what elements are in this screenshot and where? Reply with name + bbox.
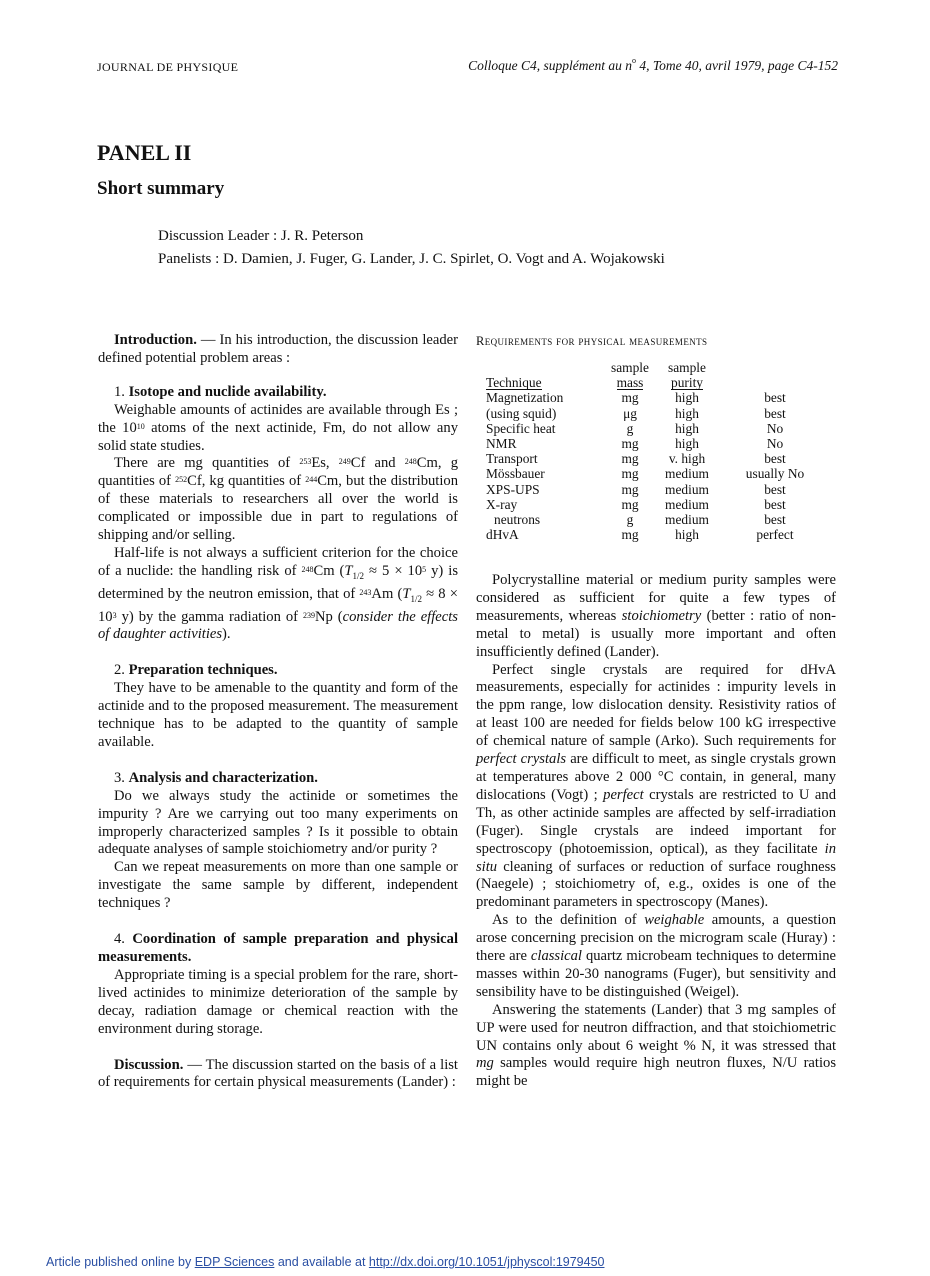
intro-paragraph: Introduction. — In his introduction, the discussion leader defined potential problem areas : (98, 332, 458, 366)
purity-cell: v. high (668, 451, 706, 467)
purity-cell: medium (665, 481, 709, 497)
technique-cell: Mössbauer (486, 466, 545, 482)
page-title: PANEL II (97, 140, 192, 165)
mass-cell: g (626, 420, 634, 436)
journal-name: JOURNAL DE PHYSIQUE (97, 60, 239, 74)
table-row (486, 497, 834, 512)
table-header-row (486, 360, 834, 375)
purity-cell: medium (665, 466, 709, 482)
mass-cell: μg (623, 405, 637, 421)
section-1-p1: Weighable amounts of actinides are available through Es ; the $10^{10}$ atoms of the next actinide, Fm, do not allow any solid state studies. (98, 401, 458, 454)
purity-cell: medium (665, 512, 709, 528)
requirements-table (486, 360, 834, 542)
purity-cell: medium (665, 496, 709, 512)
quality-cell: best (764, 405, 786, 421)
technique-cell: X-ray (486, 496, 518, 512)
mass-cell: mg (621, 481, 639, 497)
right-p4: Answering the statements (Lander) that 3 mg samples of UP were used for neutron diffraction, and that stoichiometric UN contains only about 6 weight % N, it was stressed that mg samples would require high neutron fluxes, N/U ratios might be (476, 1001, 836, 1090)
purity-cell: high (675, 436, 699, 452)
right-p1: Polycrystalline material or medium purity samples were considered as sufficient for quite a few types of measurements, whereas stoichiometry (better : ratio of non-metal to metal) is usually more important and often insufficiently defined (Lander). (476, 572, 837, 660)
technique-cell: Specific heat (486, 420, 556, 436)
purity-cell: high (675, 527, 699, 543)
journal-citation: Colloque C4, supplément au $n^o$ 4, Tome 40, avril 1979, page C4-152 (468, 56, 838, 73)
technique-cell: Transport (486, 451, 538, 467)
table-row (486, 482, 834, 497)
technique-cell: (using squid) (486, 405, 557, 421)
mass-cell: mg (621, 436, 639, 452)
technique-cell: Magnetization (486, 390, 564, 406)
quality-cell: No (766, 420, 784, 436)
quality-cell: best (764, 451, 786, 467)
author-block (158, 225, 665, 271)
right-p2: Perfect single crystals are required for dHvA measurements, especially for actinides : impurity levels in the ppm range, low dislocation density. Resistivity ratios of at least 100 are needed for fields below 100 kG irrespective of chemical nature of sample (Arko). Such requirements for perfect crystals are difficult to meet, as single crystals grown at temperatures above 2 000 °C contain, in general, many dislocations (Vogt) ; perfect crystals are restricted to U and Th, as other actinide samples are affected by self-irradiation (Fuger). Single crystals are indeed important for spectroscopy (photoemission, optical), as they facilitate in situ cleaning of surfaces or reduction of surface roughness (Naegele) ; stoichiometry of, e.g., oxides is one of the predominant parameters in spectroscopy (Manes). (476, 661, 836, 911)
requirements-table-body (486, 390, 834, 542)
col-purity: purity (671, 375, 703, 391)
table-row (486, 451, 834, 466)
discussion-paragraph: Discussion. — The discussion started on the basis of a list of requirements for certain physical measurements (Lander) : (98, 1056, 458, 1091)
section-4-heading: 4. Coordination of sample preparation and physical measurements. (98, 931, 458, 965)
footer-note: Article published online by EDP Sciences and available at http://dx.doi.org/10.1051/jphyscol:1979450 (46, 1255, 605, 1269)
table-row (486, 421, 834, 436)
col-sample-mass-top: sample (611, 360, 649, 375)
purity-cell: high (675, 390, 699, 406)
mass-cell: mg (621, 466, 639, 482)
left-column (98, 332, 458, 1092)
mass-cell: mg (621, 390, 639, 406)
mass-cell: g (626, 512, 634, 528)
table-row (486, 527, 834, 542)
discussion-leader: Discussion Leader : J. R. Peterson (158, 228, 364, 244)
purity-cell: high (675, 420, 699, 436)
section-3-p2: Can we repeat measurements on more than one sample or investigate the same sample by different, independent techniques ? (98, 859, 458, 912)
quality-cell: best (764, 512, 786, 528)
panelists: Panelists : D. Damien, J. Fuger, G. Lander, J. C. Spirlet, O. Vogt and A. Wojakowski (158, 251, 665, 267)
mass-cell: mg (621, 527, 639, 543)
doi-link[interactable]: http://dx.doi.org/10.1051/jphyscol:1979450 (368, 1255, 605, 1269)
section-2-p1: They have to be amenable to the quantity and form of the actinide and to the proposed measurement. The measurement technique has to be adapted to the quantity of sample available. (98, 680, 458, 750)
technique-cell: neutrons (494, 512, 541, 528)
table-row (486, 436, 834, 451)
section-1-p3: Half-life is not always a sufficient criterion for the choice of a nuclide: the handling risk of $^{248}$Cm ($T_{1/2} \approx 5 \times 10^5$ y) is determined by the neutron emission, that of $^{243}$Am ($T_{1/2} \approx 8 \times 10^3$ y) by the gamma radiation of $^{239}$Np (consider the effects of daughter activities). (98, 544, 459, 643)
col-sample-purity-top: sample (668, 360, 706, 375)
col-technique: Technique (486, 375, 542, 391)
section-3-heading: 3. Analysis and characterization. (114, 769, 318, 786)
table-row (486, 466, 834, 481)
technique-cell: dHvA (486, 527, 519, 543)
section-1-p2: There are mg quantities of $^{253}$Es, $^{249}$Cf and $^{248}$Cm, g quantities of $^{252}$Cf, kg quantities of $^{244}$Cm, but the distribution of these materials to researchers all over the world is complicated or impossible due in part to regulations of shipping and/or selling. (98, 455, 458, 544)
purity-cell: high (675, 405, 699, 421)
table-row (486, 390, 834, 405)
edp-sciences-link[interactable]: EDP Sciences (194, 1255, 275, 1269)
quality-cell: No (766, 436, 784, 452)
section-1-heading: 1. Isotope and nuclide availability. (114, 383, 327, 400)
technique-cell: XPS-UPS (486, 481, 540, 497)
section-3-p1: Do we always study the actinide or sometimes the impurity ? Are we carrying out too many experiments on improperly characterized samples ? Is it possible to obtain adequate analyses of sample stoichiometry and/or purity ? (98, 787, 458, 858)
section-4-p1: Appropriate timing is a special problem for the rare, short-lived actinides to minimize deterioration of the sample by decay, radiation damage or chemical reaction with the environment during storage. (98, 966, 458, 1037)
quality-cell: perfect (756, 527, 794, 543)
right-column (476, 572, 836, 1091)
table-header-row (486, 375, 834, 390)
table-row (486, 406, 834, 421)
mass-cell: mg (621, 496, 639, 512)
mass-cell: mg (621, 451, 639, 467)
page-subtitle: Short summary (97, 178, 225, 199)
table-row (486, 512, 834, 527)
quality-cell: best (764, 390, 786, 406)
quality-cell: best (764, 481, 786, 497)
technique-cell: NMR (486, 436, 517, 452)
quality-cell: usually No (745, 466, 805, 482)
section-2-heading: 2. Preparation techniques. (114, 662, 278, 679)
requirements-table-title: Requirements for physical measurements (476, 334, 708, 348)
quality-cell: best (764, 496, 786, 512)
right-p3: As to the definition of weighable amounts, a question arose concerning precision on the microgram scale (Huray) : there are classical quartz microbeam techniques to determine masses within 20-30 nanograms (Fuger), but sensitivity and sensibility have to be distinguished (Weigel). (476, 912, 836, 1000)
col-mass: mass (616, 375, 644, 391)
